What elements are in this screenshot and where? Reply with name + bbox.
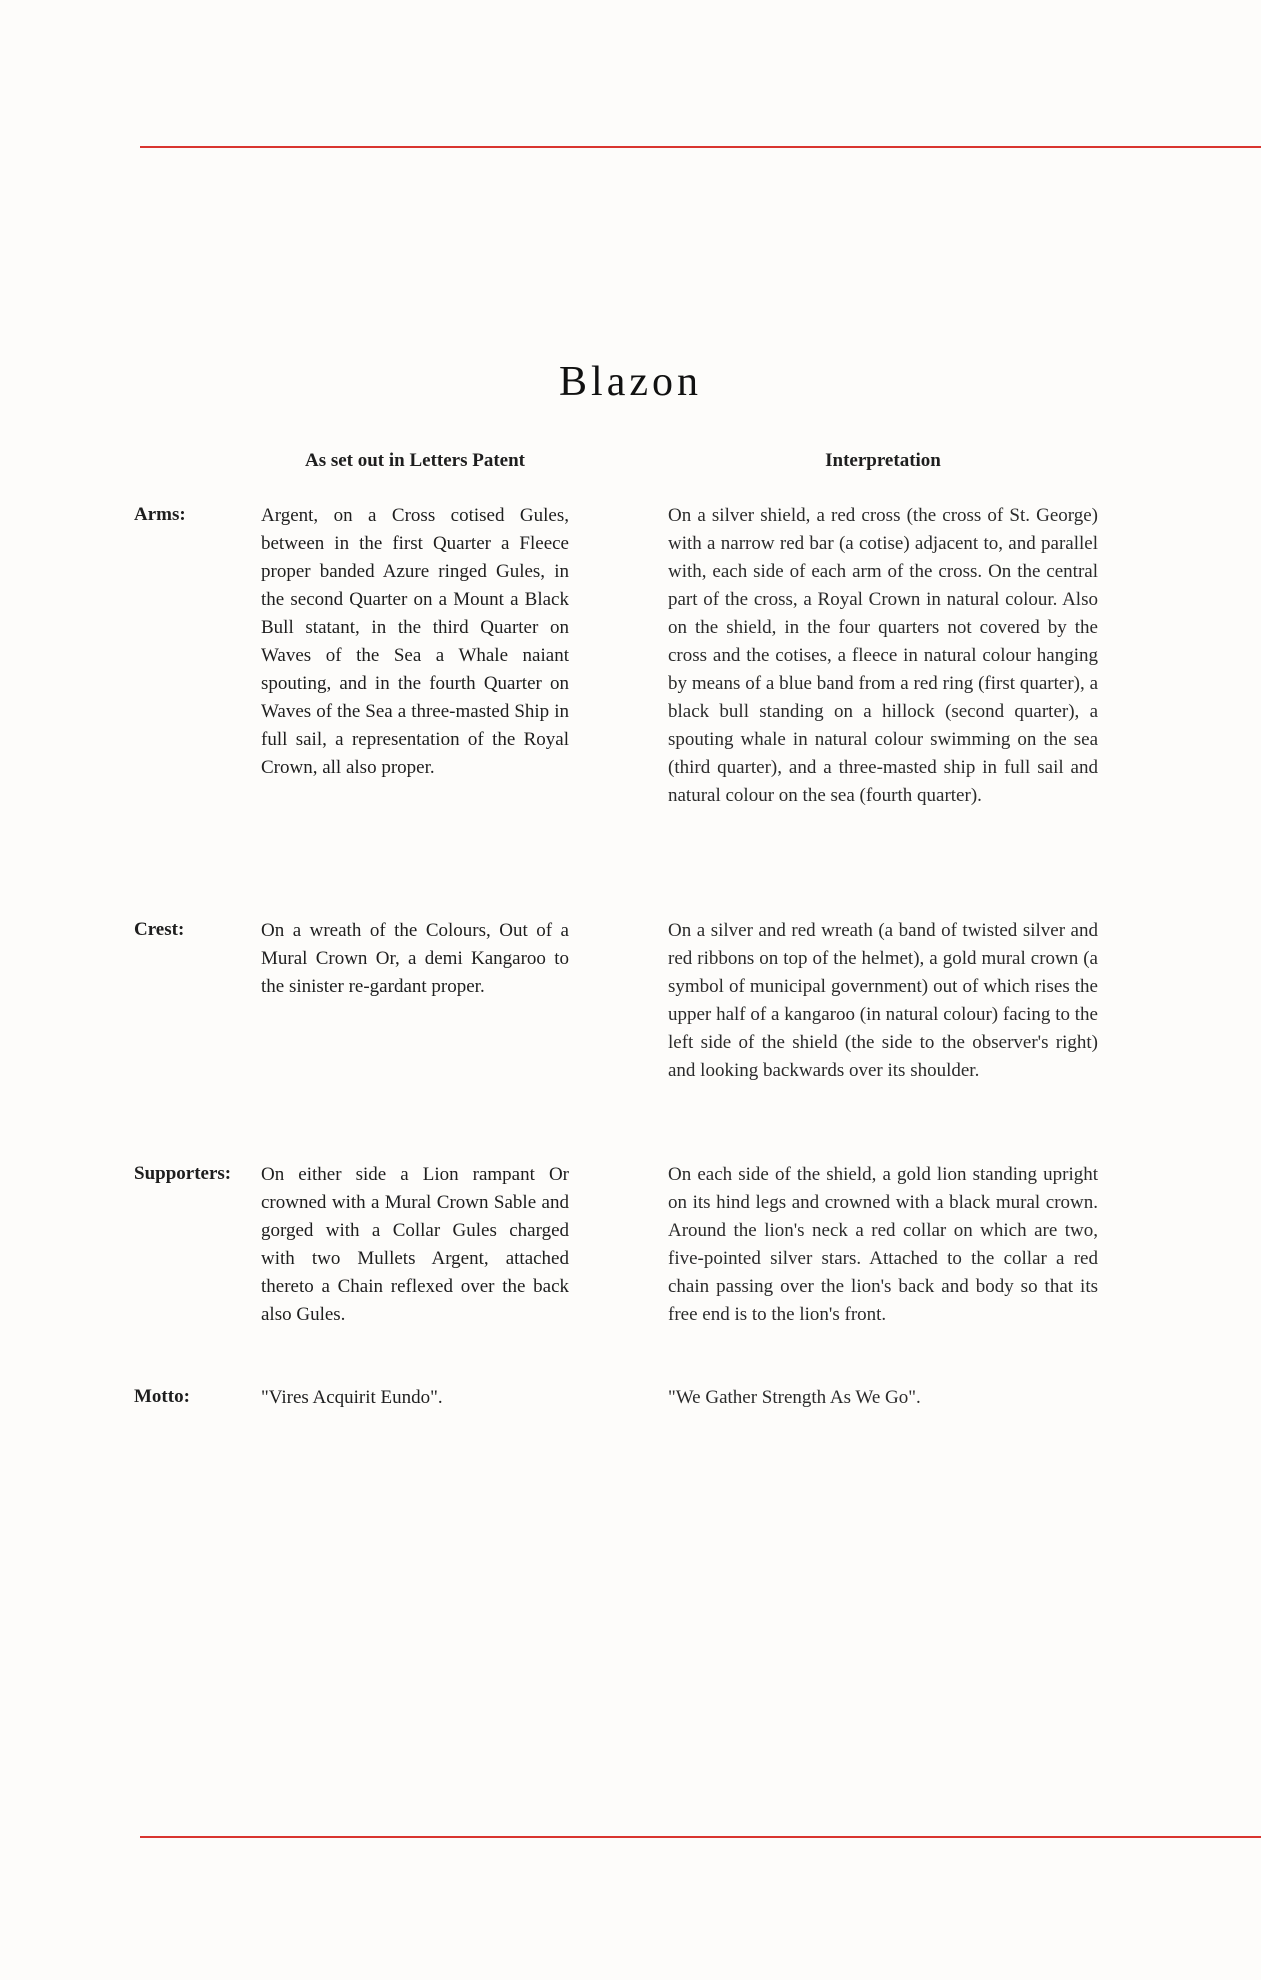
- crest-blazon-text: On a wreath of the Colours, Out of a Mural Crown Or, a demi Kangaroo to the sinister re-gardant proper.: [261, 920, 569, 997]
- arms-interpretation-text: On a silver shield, a red cross (the cross of St. George) with a narrow red bar (a cotise) adjacent to, and parallel with, each side of each arm of the cross. On the central part of the cross, a Royal Crown in natural colour. Also on the shield, in the four quarters not covered by the cross and the cotises, a fleece in natural colour hanging by means of a blue band from a red ring (first quarter), a black bull standing on a hillock (second quarter), a spouting whale in natural colour swimming on the sea (third quarter), and a three-masted ship in full sail and natural colour on the sea (fourth quarter).: [668, 505, 1098, 806]
- column-heading-interpretation: Interpretation: [825, 450, 941, 471]
- top-red-rule: [140, 146, 1261, 148]
- supporters-interpretation-text: On each side of the shield, a gold lion standing upright on its hind legs and crowned with a black mural crown. Around the lion's neck a red collar on which are two, five-pointed silver stars. Attached to the collar a red chain passing over the lion's back and body so that its free end is to the lion's front.: [668, 1164, 1098, 1325]
- arms-blazon-text: Argent, on a Cross cotised Gules, between in the first Quarter a Fleece proper banded Azure ringed Gules, in the second Quarter on a Mount a Black Bull statant, in the third Quarter on Waves of the Sea a Whale naiant spouting, and in the fourth Quarter on Waves of the Sea a three-masted Ship in full sail, a representation of the Royal Crown, all also proper.: [261, 505, 569, 778]
- crest-label: Crest:: [134, 919, 185, 940]
- crest-interpretation-text: On a silver and red wreath (a band of twisted silver and red ribbons on top of the helmet), a gold mural crown (a symbol of municipal government) out of which rises the upper half of a kangaroo (in natural colour) facing to the left side of the shield (the side to the observer's right) and looking backwards over its shoulder.: [668, 920, 1098, 1081]
- arms-label: Arms:: [134, 504, 186, 525]
- supporters-label: Supporters:: [134, 1163, 232, 1184]
- column-heading-letters-patent: As set out in Letters Patent: [304, 450, 526, 471]
- motto-blazon-text: "Vires Acquirit Eundo".: [261, 1387, 443, 1408]
- page-title: Blazon: [559, 359, 702, 405]
- supporters-blazon-text: On either side a Lion rampant Or crowned with a Mural Crown Sable and gorged with a Collar Gules charged with two Mullets Argent, attached thereto a Chain reflexed over the back also Gules.: [261, 1164, 569, 1325]
- bottom-red-rule: [140, 1836, 1261, 1838]
- motto-interpretation-text: "We Gather Strength As We Go".: [668, 1387, 921, 1408]
- motto-label: Motto:: [134, 1386, 190, 1407]
